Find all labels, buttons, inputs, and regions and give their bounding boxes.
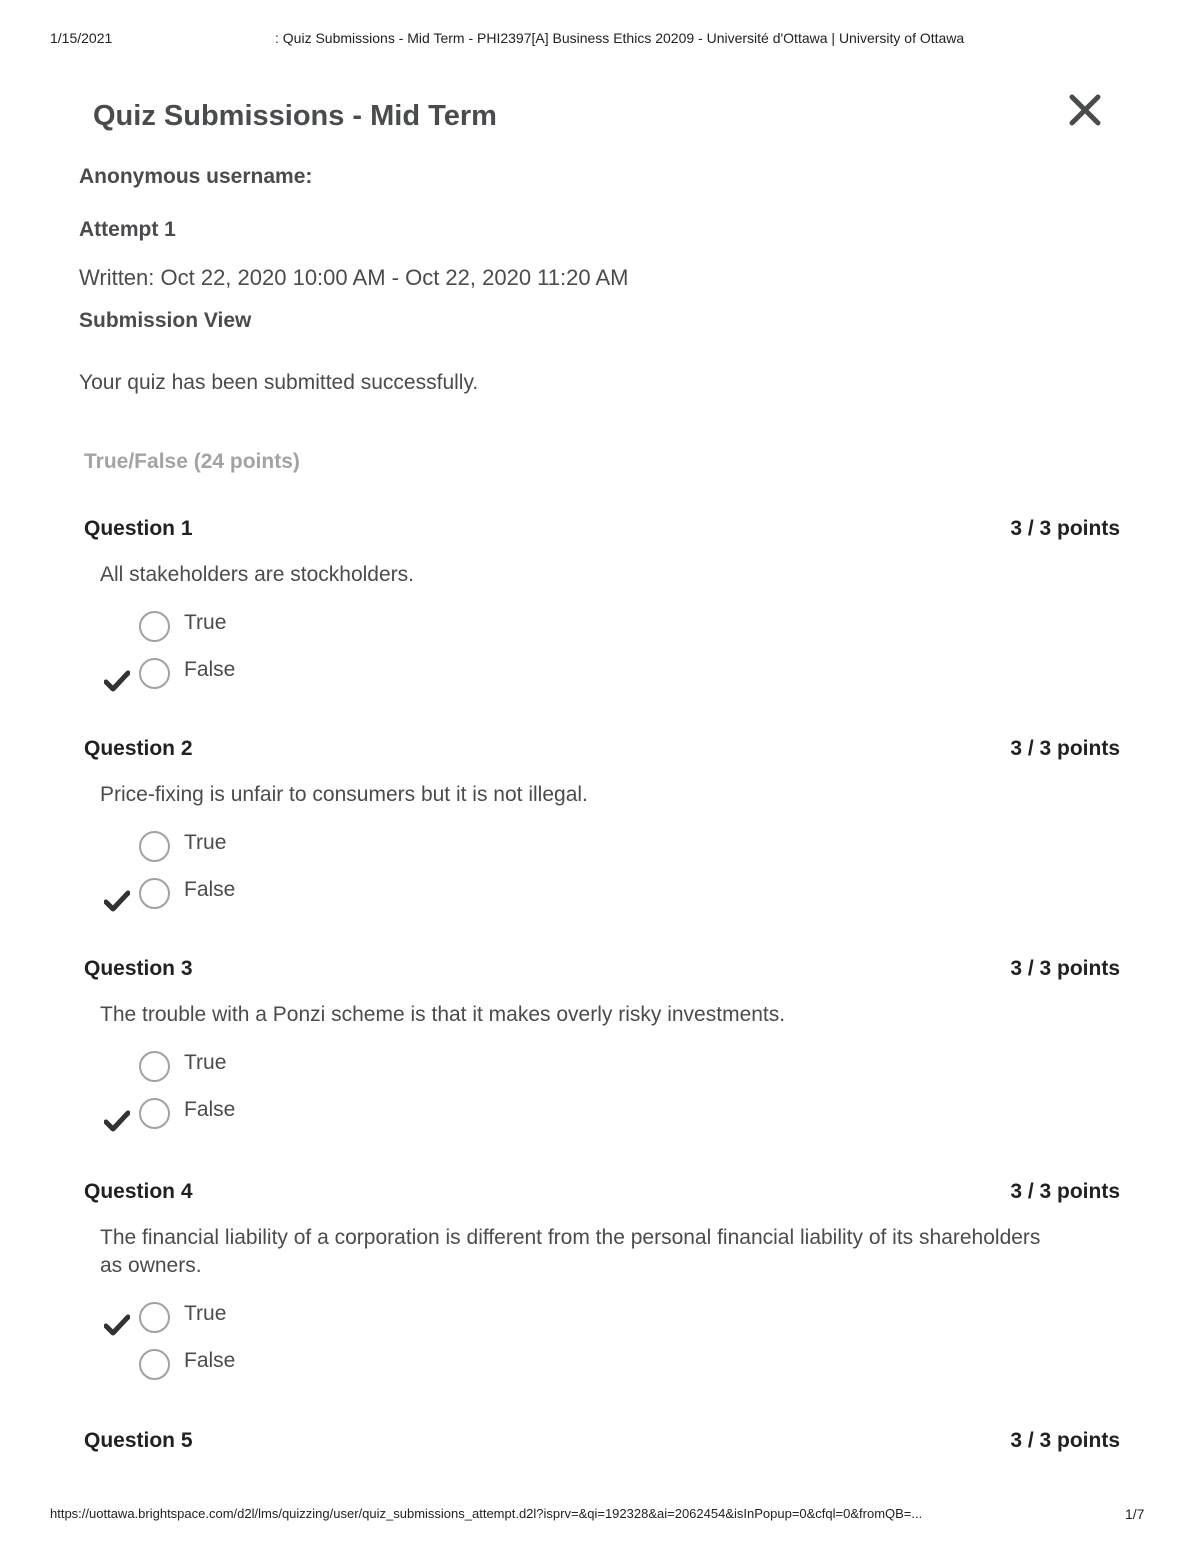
radio-button <box>139 1051 170 1082</box>
anonymous-username-label: Anonymous username: <box>79 165 313 188</box>
written-timestamp: Written: Oct 22, 2020 10:00 AM - Oct 22, 2020 11:20 AM <box>79 265 629 290</box>
question-3 <box>84 957 1120 1145</box>
option-label: False <box>184 658 236 681</box>
radio-button <box>139 611 170 642</box>
option-label: True <box>184 831 227 854</box>
question-title: Question 3 <box>84 957 193 980</box>
checkmark-icon <box>104 670 130 692</box>
option-label: False <box>184 1098 236 1121</box>
question-5 <box>84 1429 1120 1459</box>
radio-button <box>139 1302 170 1333</box>
question-title: Question 1 <box>84 517 193 540</box>
close-icon <box>1067 92 1103 128</box>
checkmark-icon <box>104 890 130 912</box>
submission-view-label: Submission View <box>79 309 252 332</box>
checkmark-icon <box>104 1314 130 1336</box>
question-title: Question 2 <box>84 737 193 760</box>
option-true <box>84 611 1120 658</box>
option-true <box>84 831 1120 878</box>
checkmark-icon <box>104 1110 130 1132</box>
question-text: The financial liability of a corporation is different from the personal financial liability of its shareholders as owners. <box>100 1226 1041 1277</box>
close-button[interactable] <box>1067 92 1103 128</box>
answer-options <box>84 1051 1120 1145</box>
option-label: True <box>184 1051 227 1074</box>
option-true <box>84 1051 1120 1098</box>
option-false <box>84 1349 1120 1396</box>
question-points: 3 / 3 points <box>1010 1429 1120 1452</box>
answer-options <box>84 831 1120 925</box>
question-text: The trouble with a Ponzi scheme is that it makes overly risky investments. <box>100 1003 786 1026</box>
option-label: False <box>184 1349 236 1372</box>
question-points: 3 / 3 points <box>1010 737 1120 760</box>
question-points: 3 / 3 points <box>1010 517 1120 540</box>
submission-success-message: Your quiz has been submitted successfully. <box>79 371 479 394</box>
print-date: 1/15/2021 <box>50 30 113 46</box>
option-true <box>84 1302 1120 1349</box>
option-false <box>84 878 1120 925</box>
question-2 <box>84 737 1120 925</box>
attempt-label: Attempt 1 <box>79 218 176 241</box>
radio-button <box>139 831 170 862</box>
question-text: All stakeholders are stockholders. <box>100 563 414 586</box>
dialog-title: Quiz Submissions - Mid Term <box>93 100 497 132</box>
radio-button <box>139 1349 170 1380</box>
question-points: 3 / 3 points <box>1010 957 1120 980</box>
question-points: 3 / 3 points <box>1010 1180 1120 1203</box>
answer-options <box>84 611 1120 705</box>
option-label: False <box>184 878 236 901</box>
radio-button <box>139 1098 170 1129</box>
print-url: https://uottawa.brightspace.com/d2l/lms/quizzing/user/quiz_submissions_attempt.d2l?isprv=&qi=192328&ai=2062454&isInPopup=0&cfql=0&fromQB=... <box>50 1506 923 1521</box>
radio-button <box>139 878 170 909</box>
answer-options <box>84 1302 1120 1396</box>
question-title: Question 4 <box>84 1180 193 1203</box>
question-1 <box>84 517 1120 705</box>
question-text: Price-fixing is unfair to consumers but it is not illegal. <box>100 783 588 806</box>
section-title: True/False (24 points) <box>84 450 300 473</box>
option-label: True <box>184 611 227 634</box>
option-label: True <box>184 1302 227 1325</box>
radio-button <box>139 658 170 689</box>
option-false <box>84 658 1120 705</box>
print-page-number: 1/7 <box>1125 1506 1145 1522</box>
option-false <box>84 1098 1120 1145</box>
print-page-title: : Quiz Submissions - Mid Term - PHI2397[A] Business Ethics 20209 - Université d'Ottawa | University of Ottawa <box>275 30 965 46</box>
question-title: Question 5 <box>84 1429 193 1452</box>
question-4 <box>84 1180 1120 1396</box>
